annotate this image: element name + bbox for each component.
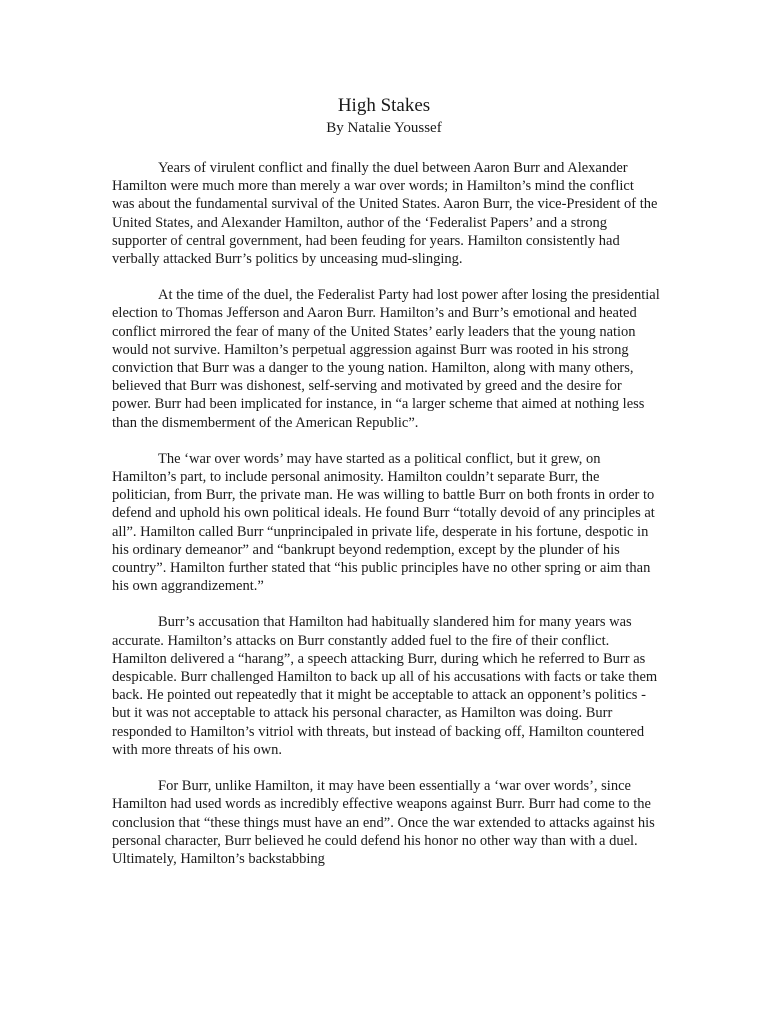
document-body: [112, 159, 660, 886]
paragraph-4: Burr’s accusation that Hamilton had habitually slandered him for many years was accurate. Hamilton’s attacks on Burr constantly added fuel to the fire of their conflict. Hamilton delivered a “harang”, a speech attacking Burr, during which he referred to Burr as despicable. Burr challenged Hamilton to back up all of his accusations with facts or take them back. He pointed out repeatedly that it might be acceptable to attack an opponent’s politics - but it was not acceptable to attack his personal character, as Hamilton was doing. Burr responded to Hamilton’s vitriol with threats, but instead of backing off, Hamilton countered with more threats of his own.: [112, 614, 658, 758]
paragraph-2: At the time of the duel, the Federalist Party had lost power after losing the presidential election to Thomas Jefferson and Aaron Burr. Hamilton’s and Burr’s emotional and heated conflict mirrored the fear of many of the United States’ early leaders that the young nation would not survive. Hamilton’s perpetual aggression against Burr was rooted in his strong conviction that Burr was a danger to the young nation. Hamilton, along with many others, believed that Burr was dishonest, self-serving and motivated by greed and the desire for power. Burr had been implicated for instance, in “a larger scheme that aimed at nothing less than the dismemberment of the American Republic”.: [112, 287, 660, 431]
paragraph-1: Years of virulent conflict and finally the duel between Aaron Burr and Alexander Hamilton were much more than merely a war over words; in Hamilton’s mind the conflict was about the fundamental survival of the United States. Aaron Burr, the vice-President of the United States, and Alexander Hamilton, author of the ‘Federalist Papers’ and a strong supporter of central government, had been feuding for years. Hamilton consistently had verbally attacked Burr’s politics by unceasing mud-slinging.: [112, 160, 658, 268]
document-title: High Stakes: [337, 95, 431, 116]
paragraph-5: For Burr, unlike Hamilton, it may have been essentially a ‘war over words’, since Hamilton had used words as incredibly effective weapons against Burr. Burr had come to the conclusion that “these things must have an end”. Once the war extended to attacks against his personal character, Burr believed he could defend his honor no other way than with a duel. Ultimately, Hamilton’s backstabbing: [112, 778, 655, 867]
document-byline: By Natalie Youssef: [326, 120, 442, 136]
paragraph-3: The ‘war over words’ may have started as a political conflict, but it grew, on Hamilton’s part, to include personal animosity. Hamilton couldn’t separate Burr, the politician, from Burr, the private man. He was willing to battle Burr on both fronts in order to defend and uphold his own political ideals. He found Burr “totally devoid of any principles at all”. Hamilton called Burr “unprincipaled in private life, desperate in his fortune, despotic in his ordinary demeanor” and “bankrupt beyond redemption, except by the plunder of his country”. Hamilton further stated that “his public principles have no other spring or aim than his own aggrandizement.”: [112, 450, 655, 595]
